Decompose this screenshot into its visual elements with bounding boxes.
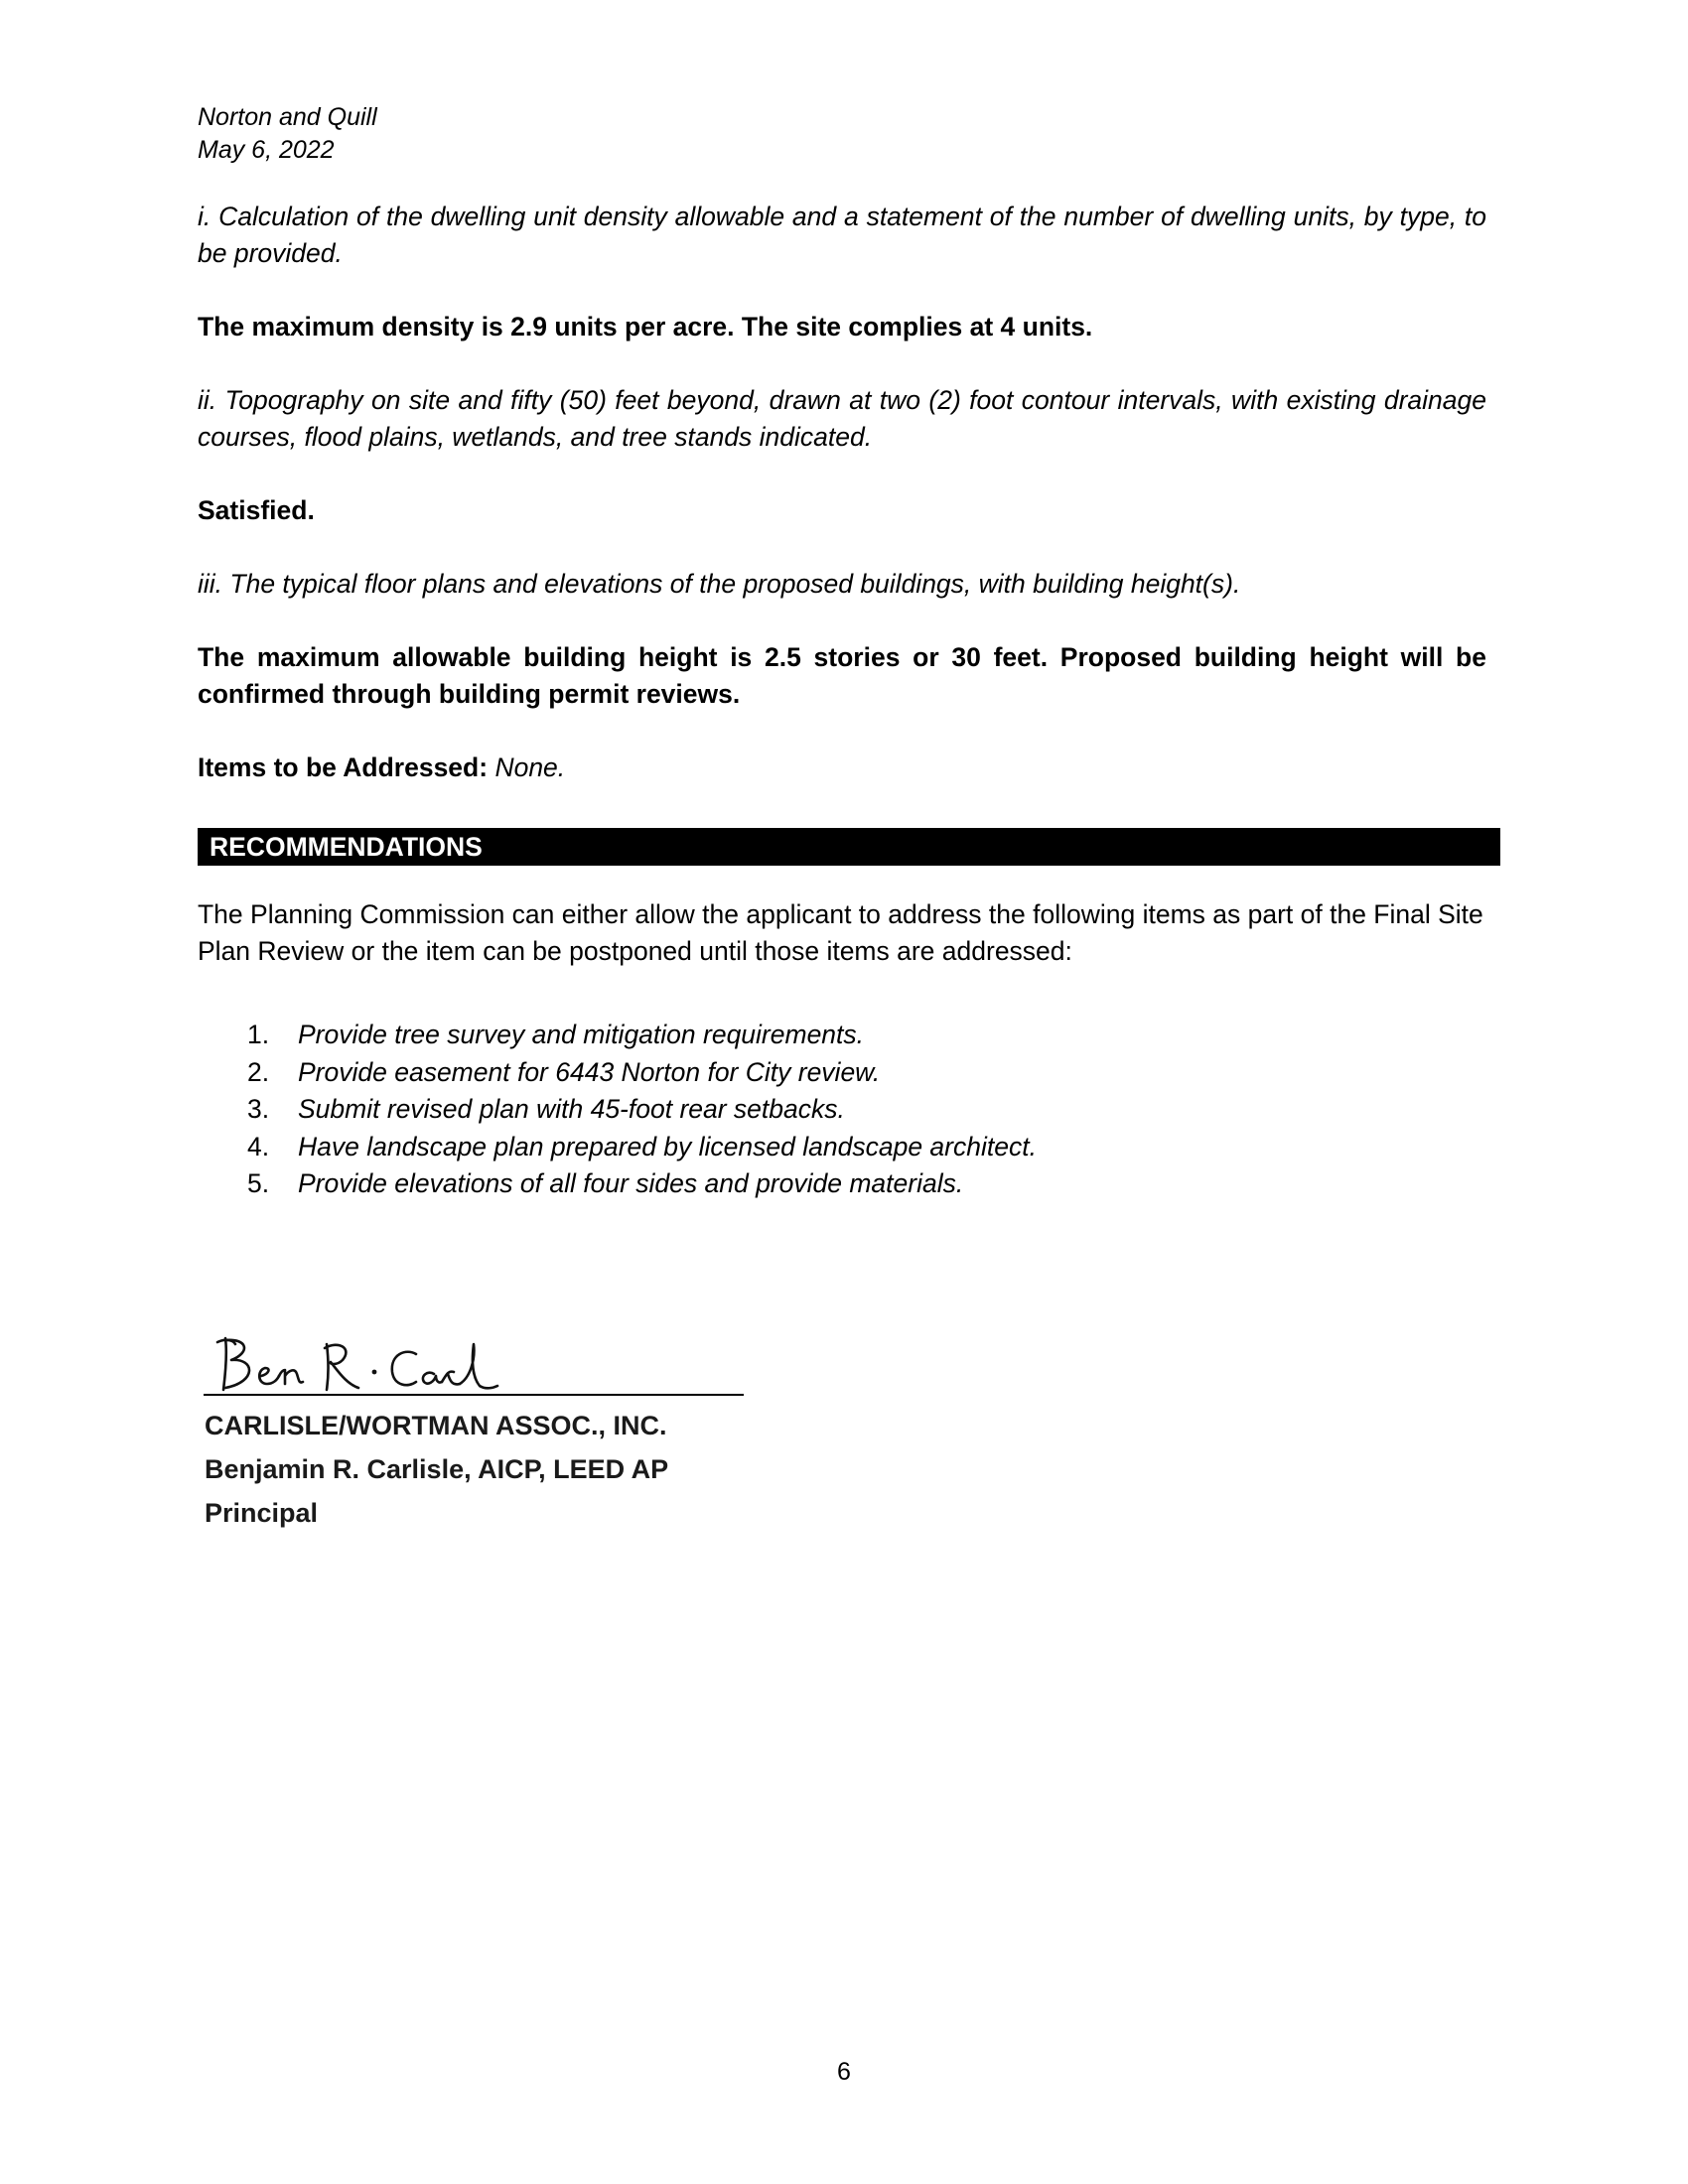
signature-block — [205, 1404, 668, 1535]
recommendation-item — [247, 1017, 1037, 1054]
items-to-address-label: Items to be Addressed: — [198, 752, 489, 782]
signature-line — [204, 1394, 744, 1396]
recommendation-item — [247, 1165, 1037, 1203]
recommendation-item — [247, 1091, 1037, 1129]
items-to-address-value: None. — [494, 752, 566, 782]
recommendations-intro: The Planning Commission can either allow the applicant to address the following items as part of the Final Site Plan Review or the item can be postponed until those items are addressed: — [198, 899, 1483, 966]
requirement-iii: iii. The typical floor plans and elevations of the proposed buildings, with building height(s). — [198, 569, 1241, 599]
list-number: 5. — [247, 1168, 270, 1198]
recommendation-item — [247, 1054, 1037, 1092]
list-number: 2. — [247, 1056, 270, 1087]
firm-name: CARLISLE/WORTMAN ASSOC., INC. — [205, 1411, 667, 1440]
recommendations-list — [247, 1017, 1037, 1203]
requirement-ii: ii. Topography on site and fifty (50) feet beyond, drawn at two (2) foot contour intervals, with existing drainage courses, flood plains, wetlands, and tree stands indicated. — [198, 385, 1486, 452]
response-i: The maximum density is 2.9 units per acre. The site complies at 4 units. — [198, 312, 1093, 341]
signer-name: Benjamin R. Carlisle, AICP, LEED AP — [205, 1454, 669, 1484]
list-number: 1. — [247, 1020, 270, 1049]
recommendation-text: Provide elevations of all four sides and provide materials. — [298, 1168, 964, 1198]
signer-title: Principal — [205, 1498, 319, 1528]
page-number: 6 — [837, 2058, 851, 2086]
recommendation-text: Provide easement for 6443 Norton for City review. — [298, 1056, 881, 1087]
recommendation-text: Have landscape plan prepared by licensed landscape architect. — [298, 1131, 1037, 1161]
response-ii: Satisfied. — [198, 495, 315, 525]
list-number: 3. — [247, 1094, 270, 1124]
running-header — [198, 101, 377, 167]
response-iii: The maximum allowable building height is 2.5 stories or 30 feet. Proposed building height will be confirmed through building permit reviews. — [198, 642, 1486, 709]
header-date: May 6, 2022 — [198, 136, 335, 164]
requirement-i: i. Calculation of the dwelling unit density allowable and a statement of the number of dwelling units, by type, to be provided. — [198, 202, 1486, 268]
header-project: Norton and Quill — [198, 103, 377, 131]
recommendation-item — [247, 1129, 1037, 1166]
recommendations-heading: RECOMMENDATIONS — [198, 828, 1500, 866]
recommendation-text: Provide tree survey and mitigation requirements. — [298, 1020, 865, 1049]
list-number: 4. — [247, 1131, 270, 1161]
handwritten-signature — [204, 1330, 745, 1396]
items-to-address — [198, 750, 1486, 786]
recommendation-text: Submit revised plan with 45-foot rear setbacks. — [298, 1094, 845, 1124]
